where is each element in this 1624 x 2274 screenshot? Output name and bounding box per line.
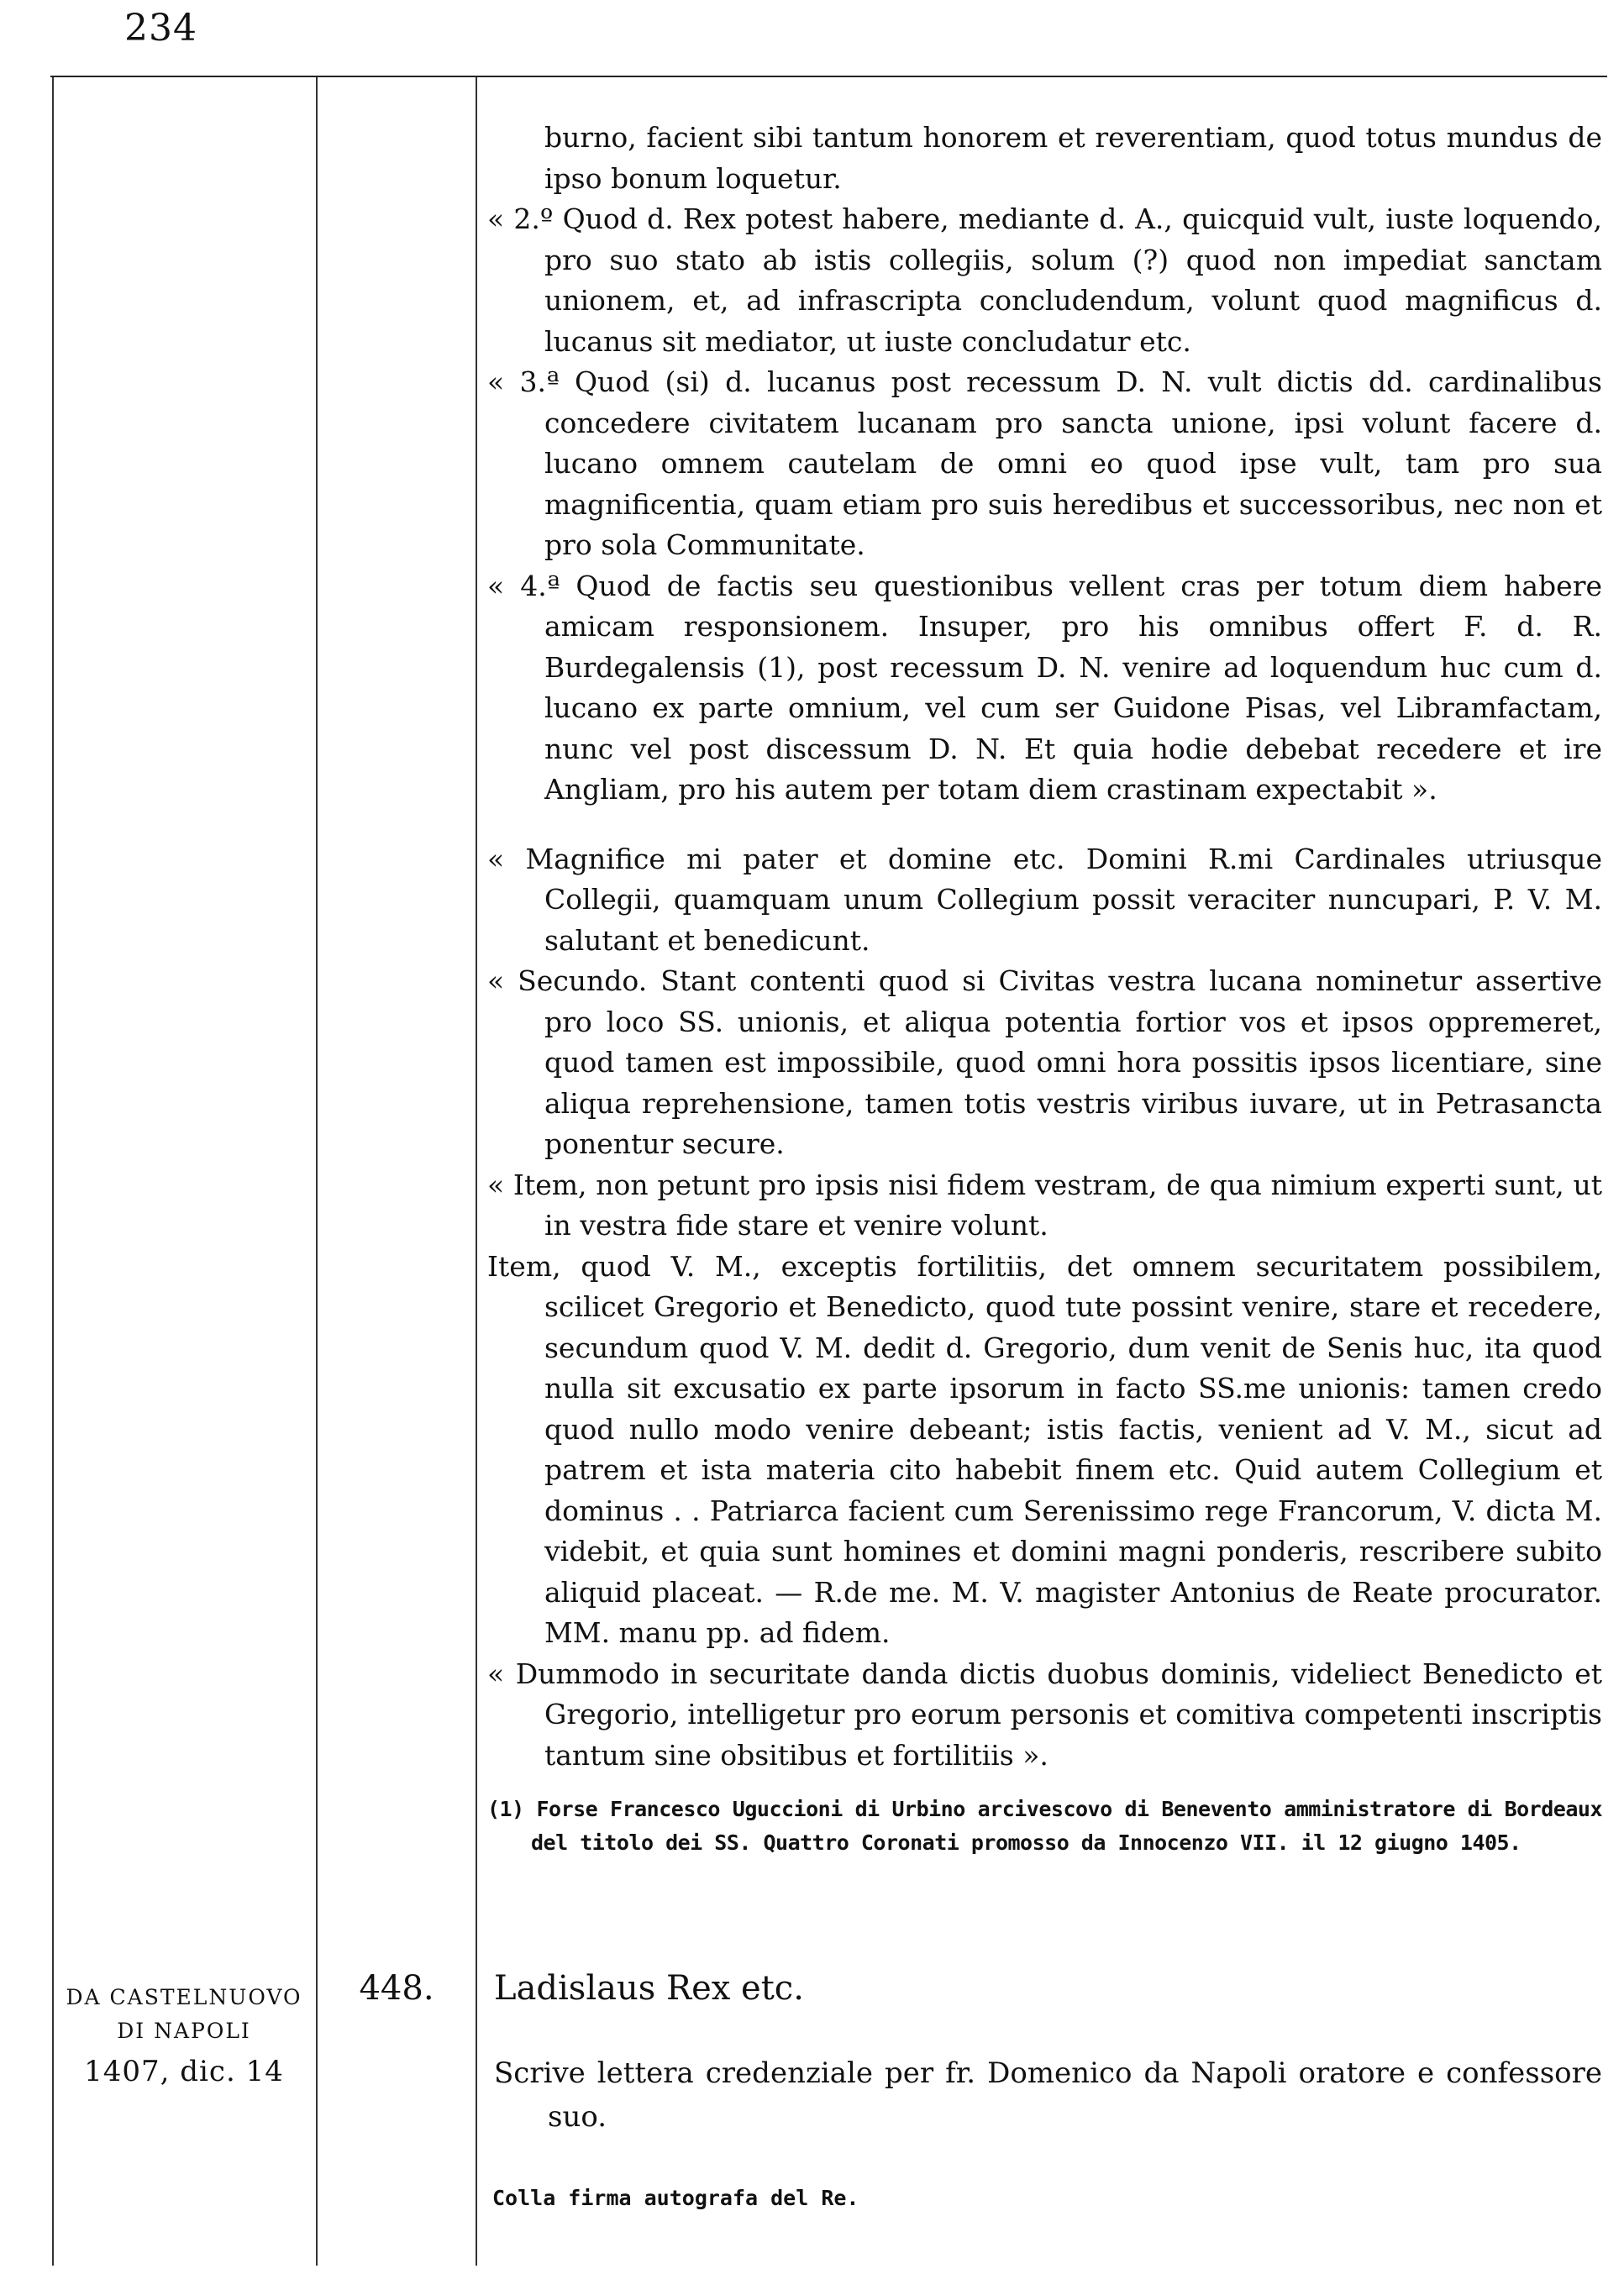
main-text-column xyxy=(487,118,1602,1860)
document-number: 448. xyxy=(359,1969,434,2008)
text-paragraph: « Secundo. Stant contenti quod si Civitas vestra lucana nominetur assertive pro loco SS. unionis, et aliqua potentia fortior vos et ipsos oppremeret, quod tamen est impossibile, quod omni hora possitis ipsos licentiare, sine aliqua reprehensione, tamen totis vestris viribus iuvare, ut in Petrasancta ponentur secure. xyxy=(487,964,1602,1160)
text-paragraph: « Item, non petunt pro ipsis nisi fidem vestram, de qua nimium experti sunt, ut in vestra fide stare et venire volunt. xyxy=(487,1168,1602,1242)
text-paragraph: « Dummodo in securitate danda dictis duobus dominis, videliect Benedicto et Gregorio, intelligetur pro eorum personis et comitiva competenti inscriptis tantum sine obsitibus et fortilitiis ». xyxy=(487,1657,1602,1772)
page-number: 234 xyxy=(124,7,197,50)
text-paragraph: burno, facient sibi tantum honorem et reverentiam, quod totus mundus de ipso bonum loquetur. xyxy=(544,121,1602,195)
text-paragraph: « 4.ª Quod de factis seu questionibus vellent cras per totum diem habere amicam responsionem. Insuper, pro his omnibus offert F. d. R. Burdegalensis (1), post recessum D. N. venire ad loquendum huc cum d. lucano ex parte omnium, vel cum ser Guidone Pisas, vel Libramfactam, nunc vel post discessum D. N. Et quia hodie debebat recedere et ire Angliam, pro his autem per totam diem crastinam expectabit ». xyxy=(487,569,1602,806)
place-line-2: DI NAPOLI xyxy=(117,2019,251,2043)
column-rule-right xyxy=(476,77,477,2266)
document-summary: Scrive lettera credenziale per fr. Domenico da Napoli oratore e confessore suo. xyxy=(494,2056,1602,2134)
place-line-1: DA CASTELNUOVO xyxy=(66,1985,302,2009)
top-rule xyxy=(50,76,1607,77)
column-rule-middle xyxy=(316,77,318,2266)
document-date: 1407, dic. 14 xyxy=(84,2055,284,2088)
column-rule-left xyxy=(52,77,54,2266)
footnote: (1) Forse Francesco Uguccioni di Urbino arcivescovo di Benevento amministratore di Bordeaux del titolo dei SS. Quattro Coronati promosso da Innocenzo VII. il 12 giugno 1405. xyxy=(487,1797,1602,1855)
document-title: Ladislaus Rex etc. xyxy=(494,1969,804,2008)
text-paragraph: Item, quod V. M., exceptis fortilitiis, det omnem securitatem possibilem, scilicet Gregorio et Benedicto, quod tute possint venire, stare et recedere, secundum quod V. M. dedit d. Gregorio, dum venit de Senis huc, ita quod nulla sit excusatio ex parte ipsorum in facto SS.me unionis: tamen credo quod nullo modo venire debeant; istis factis, venient ad V. M., sicut ad patrem et ista materia cito habebit finem etc. Quid autem Collegium et dominus . . Patriarca facient cum Serenissimo rege Francorum, V. dicta M. videbit, et quia sunt homines et domini magni ponderis, rescribere subito aliquid placeat. — R.de me. M. V. magister Antonius de Reate procurator. MM. manu pp. ad fidem. xyxy=(487,1249,1602,1649)
text-paragraph: « 3.ª Quod (si) d. lucanus post recessum D. N. vult dictis dd. cardinalibus concedere civitatem lucanam pro sancta unione, ipsi volunt facere d. lucano omnem cautelam de omni eo quod ipse vult, tam pro sua magnificentia, quam etiam pro suis heredibus et successoribus, nec non et pro sola Communitate. xyxy=(487,365,1602,561)
document-place xyxy=(55,1981,313,2048)
text-paragraph: « Magnifice mi pater et domine etc. Domini R.mi Cardinales utriusque Collegii, quamquam unum Collegium possit veraciter nuncupari, P. V. M. salutant et benedicunt. xyxy=(487,842,1602,957)
text-paragraph: « 2.º Quod d. Rex potest habere, mediante d. A., quicquid vult, iuste loquendo, pro suo stato ab istis collegiis, solum (?) quod non impediat sanctam unionem, et, ad infrascripta concludendum, volunt quod magnificus d. lucanus sit mediator, ut iuste concludatur etc. xyxy=(487,202,1602,358)
signature-note: Colla firma autografa del Re. xyxy=(492,2186,859,2210)
